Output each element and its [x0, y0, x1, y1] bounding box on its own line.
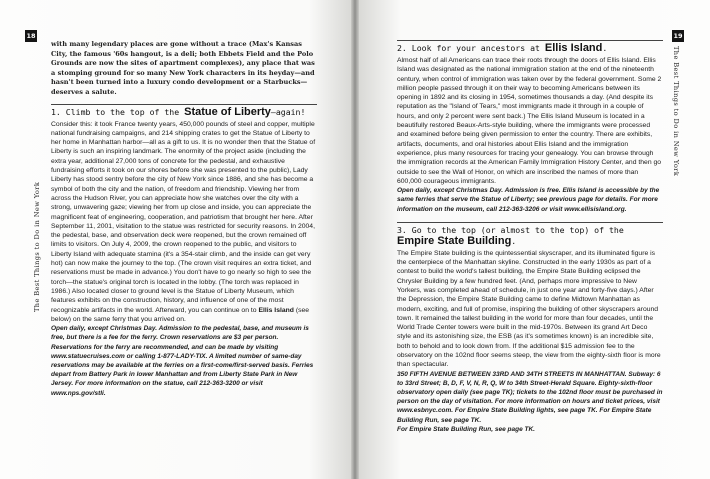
page-number: 19 — [673, 32, 683, 40]
section-divider — [397, 222, 663, 223]
section-heading-empire-state — [397, 225, 663, 247]
body-text: Consider this: it took France twenty years, 450,000 pounds of steel and copper, multiple national fundraising campaigns, and 214 shipping crates to get the Statue of Liberty to her home in Manhattan harbor—all as a gift to us. It is no wonder then that the Statue of Liberty is such an inspiring landmark. The enormity of the project aside (including the extra year, additional 27,000 tons of concrete for the pedestal, and exhaustive fundraising efforts it took on our shores before she was presented to the public), Lady Liberty has stood sentry before the city of New York since 1886, and she has become a symbol of both the city and the nation, of freedom and friendship. Viewing her from across the Hudson River, you can appreciate how she watches over the city with a strong, unwavering gaze; viewing her from up close and inside, you can appreciate the magnificent feat of engineering, cooperation, and patriotism that brought her here. After September 11, 2001, visitation to the statue was restricted for security reasons. In 2004, the pedestal, base, and observation deck were reopened, but the crown remained off limits to visitors. On July 4, 2009, the crown reopened to the public, and visitors to Liberty Island with adequate stamina (it's a 354-stair climb, and the inside can get very hot) can now make the journey to the top. (The crown visit requires an extra ticket, and reservations must be made in advance.) You don't have to go nearly so high to see the torch—the statue's original torch is located in the lobby. (The torch was replaced in 1986.) Also located closer to ground level is the Statue of Liberty Museum, which features exhibits on the construction, history, and influence of one of the most recognizable artifacts in the world. Afterward, you can continue on to — [51, 120, 316, 314]
section-number: 2. — [397, 43, 407, 53]
section-number: 1. — [51, 106, 61, 117]
body-tail: (see below) on the same ferry that you arrived on. — [51, 306, 310, 323]
section-body: Almost half of all Americans can trace their roots through the doors of Ellis Island. Ellis Island was designated as the national immigration station at the end of the nineteenth century, when control of immigration was taken over by the federal government. Some 2 million people passed through it on their way to becoming Americans between its opening in 1892 and its closing in 1954, sometimes thousands a day. (And despite its reputation as the "Island of Tears," most immigrants made it through in a couple of hours, and only 2 percent were sent back.) The Ellis Island Museum is located in a beautifully restored Beaux-Arts-style building, where the immigrants were processed and examined before being given permission to enter the country. There are exhibits, artifacts, documents, and oral histories about Ellis Island and the immigration experience, plus many resources for tracing your genealogy. You can browse through the immigration records at the American Family Immigration History Center, and then go outside to see the Wall of Honor, on which are inscribed the names of more than 600,000 courageous immigrants. — [397, 57, 662, 185]
continued-paragraph: with many legendary places are gone without a trace (Max's Kansas City, the famous '60s hangout, is a deli; both Ebbets Field and the Polo Grounds are now the sites of apartment complexes), any place that was a stomping ground for so many New York characters in its heyday—and hasn't been turned into a luxury condo development or a Starbucks—deserves a salute. — [51, 40, 315, 96]
section-heading-ellis-island — [397, 43, 663, 54]
heading-text: Look for your ancestors at — [411, 43, 540, 53]
heading-suffix: . — [511, 235, 517, 246]
body-bold-term: Ellis Island — [258, 306, 294, 314]
section-body: The Empire State building is the quintessential skyscraper, and its illuminated figure is the centerpiece of the Manhattan skyline. Constructed in the early 1930s as part of a contest to build the world's tallest building, the Empire State Building eclipsed the Chrysler Building by a few hundred feet. (And, perhaps more impressive to New Yorkers, was completed ahead of schedule, in just one year and forty-five days.) After the Depression, the Empire State Building came to define Midtown Manhattan as modern, exciting, and full of promise, inspiring the building of other skyscrapers around town. It remained the tallest building in the world for more than four decades, until the World Trade Center towers were built in the mid-1970s. Between its grand Art Deco style and its astonishing size, the ESB (as it's sometimes known) is an incredible site, both to behold and to look down from. If the additional $15 admission fee to the observatory on the 102nd floor seems steep, the view from the eighty-sixth floor is more than spectacular. — [397, 249, 661, 369]
running-head: The Best Things to Do in New York — [672, 46, 680, 177]
heading-highlight: Statue of Liberty — [184, 105, 271, 118]
heading-highlight: Empire State Building — [397, 234, 512, 247]
book-gutter — [351, 0, 359, 479]
section-body — [51, 120, 317, 325]
visitor-info-last: For Empire State Building Run, see page TK. — [397, 425, 535, 433]
visitor-info: Open daily, except Christmas Day. Admission is free. Ellis Island is accessible by the same ferries that serve the Statue of Liberty; see previous page for details. For more information on the museum, call 212-363-3206 or visit www.ellisisland.org. — [397, 187, 660, 213]
right-page — [359, 0, 710, 479]
heading-text: Go to the top (or almost to the top) of the — [411, 224, 624, 235]
heading-highlight: Ellis Island — [544, 42, 603, 54]
section-divider — [397, 40, 663, 41]
visitor-info: Open daily, except Christmas Day. Admission to the pedestal, base, and museum is free, but there is a fee for the ferry. Crown reservations are $3 per person. Reservations for the ferry are recommended, and can be made by visiting www.statuecruises.com or calling 1-877-LADY-TIX. A limited number of same-day reservations may be available at the ferries on a first-come/first-served basis. Ferries depart from Battery Park in lower Manhattan and from Liberty State Park in New Jersey. For more information on the statue, call 212-363-3200 or visit www.nps.gov/stli. — [51, 325, 314, 397]
visitor-info: 350 FIFTH AVENUE BETWEEN 33RD AND 34TH STREETS IN MANHATTAN. Subway: 6 to 33rd Street; B, D, F, V, N, R, Q, W to 34th Street-Herald Square. Eighty-sixth-floor observatory open daily (see page TK); tickets to the 102nd floor must be purchased in person on the day of visitation. For more information on hours and ticket prices, visit www.esbnyc.com. For Empire State Building lights, see page TK. For Empire State Building Run, see page TK. — [397, 370, 663, 424]
right-text-column — [397, 40, 663, 434]
running-head: The Best Things to Do in New York — [33, 181, 41, 312]
left-page — [0, 0, 351, 479]
left-text-column — [51, 40, 317, 398]
heading-suffix: –again! — [270, 106, 306, 117]
heading-text: Climb to the top of the — [65, 106, 180, 117]
page-number: 18 — [26, 32, 36, 40]
heading-suffix: . — [602, 43, 608, 53]
section-divider — [51, 104, 317, 105]
section-heading-statue-of-liberty — [51, 107, 317, 118]
section-number: 3. — [397, 224, 407, 235]
